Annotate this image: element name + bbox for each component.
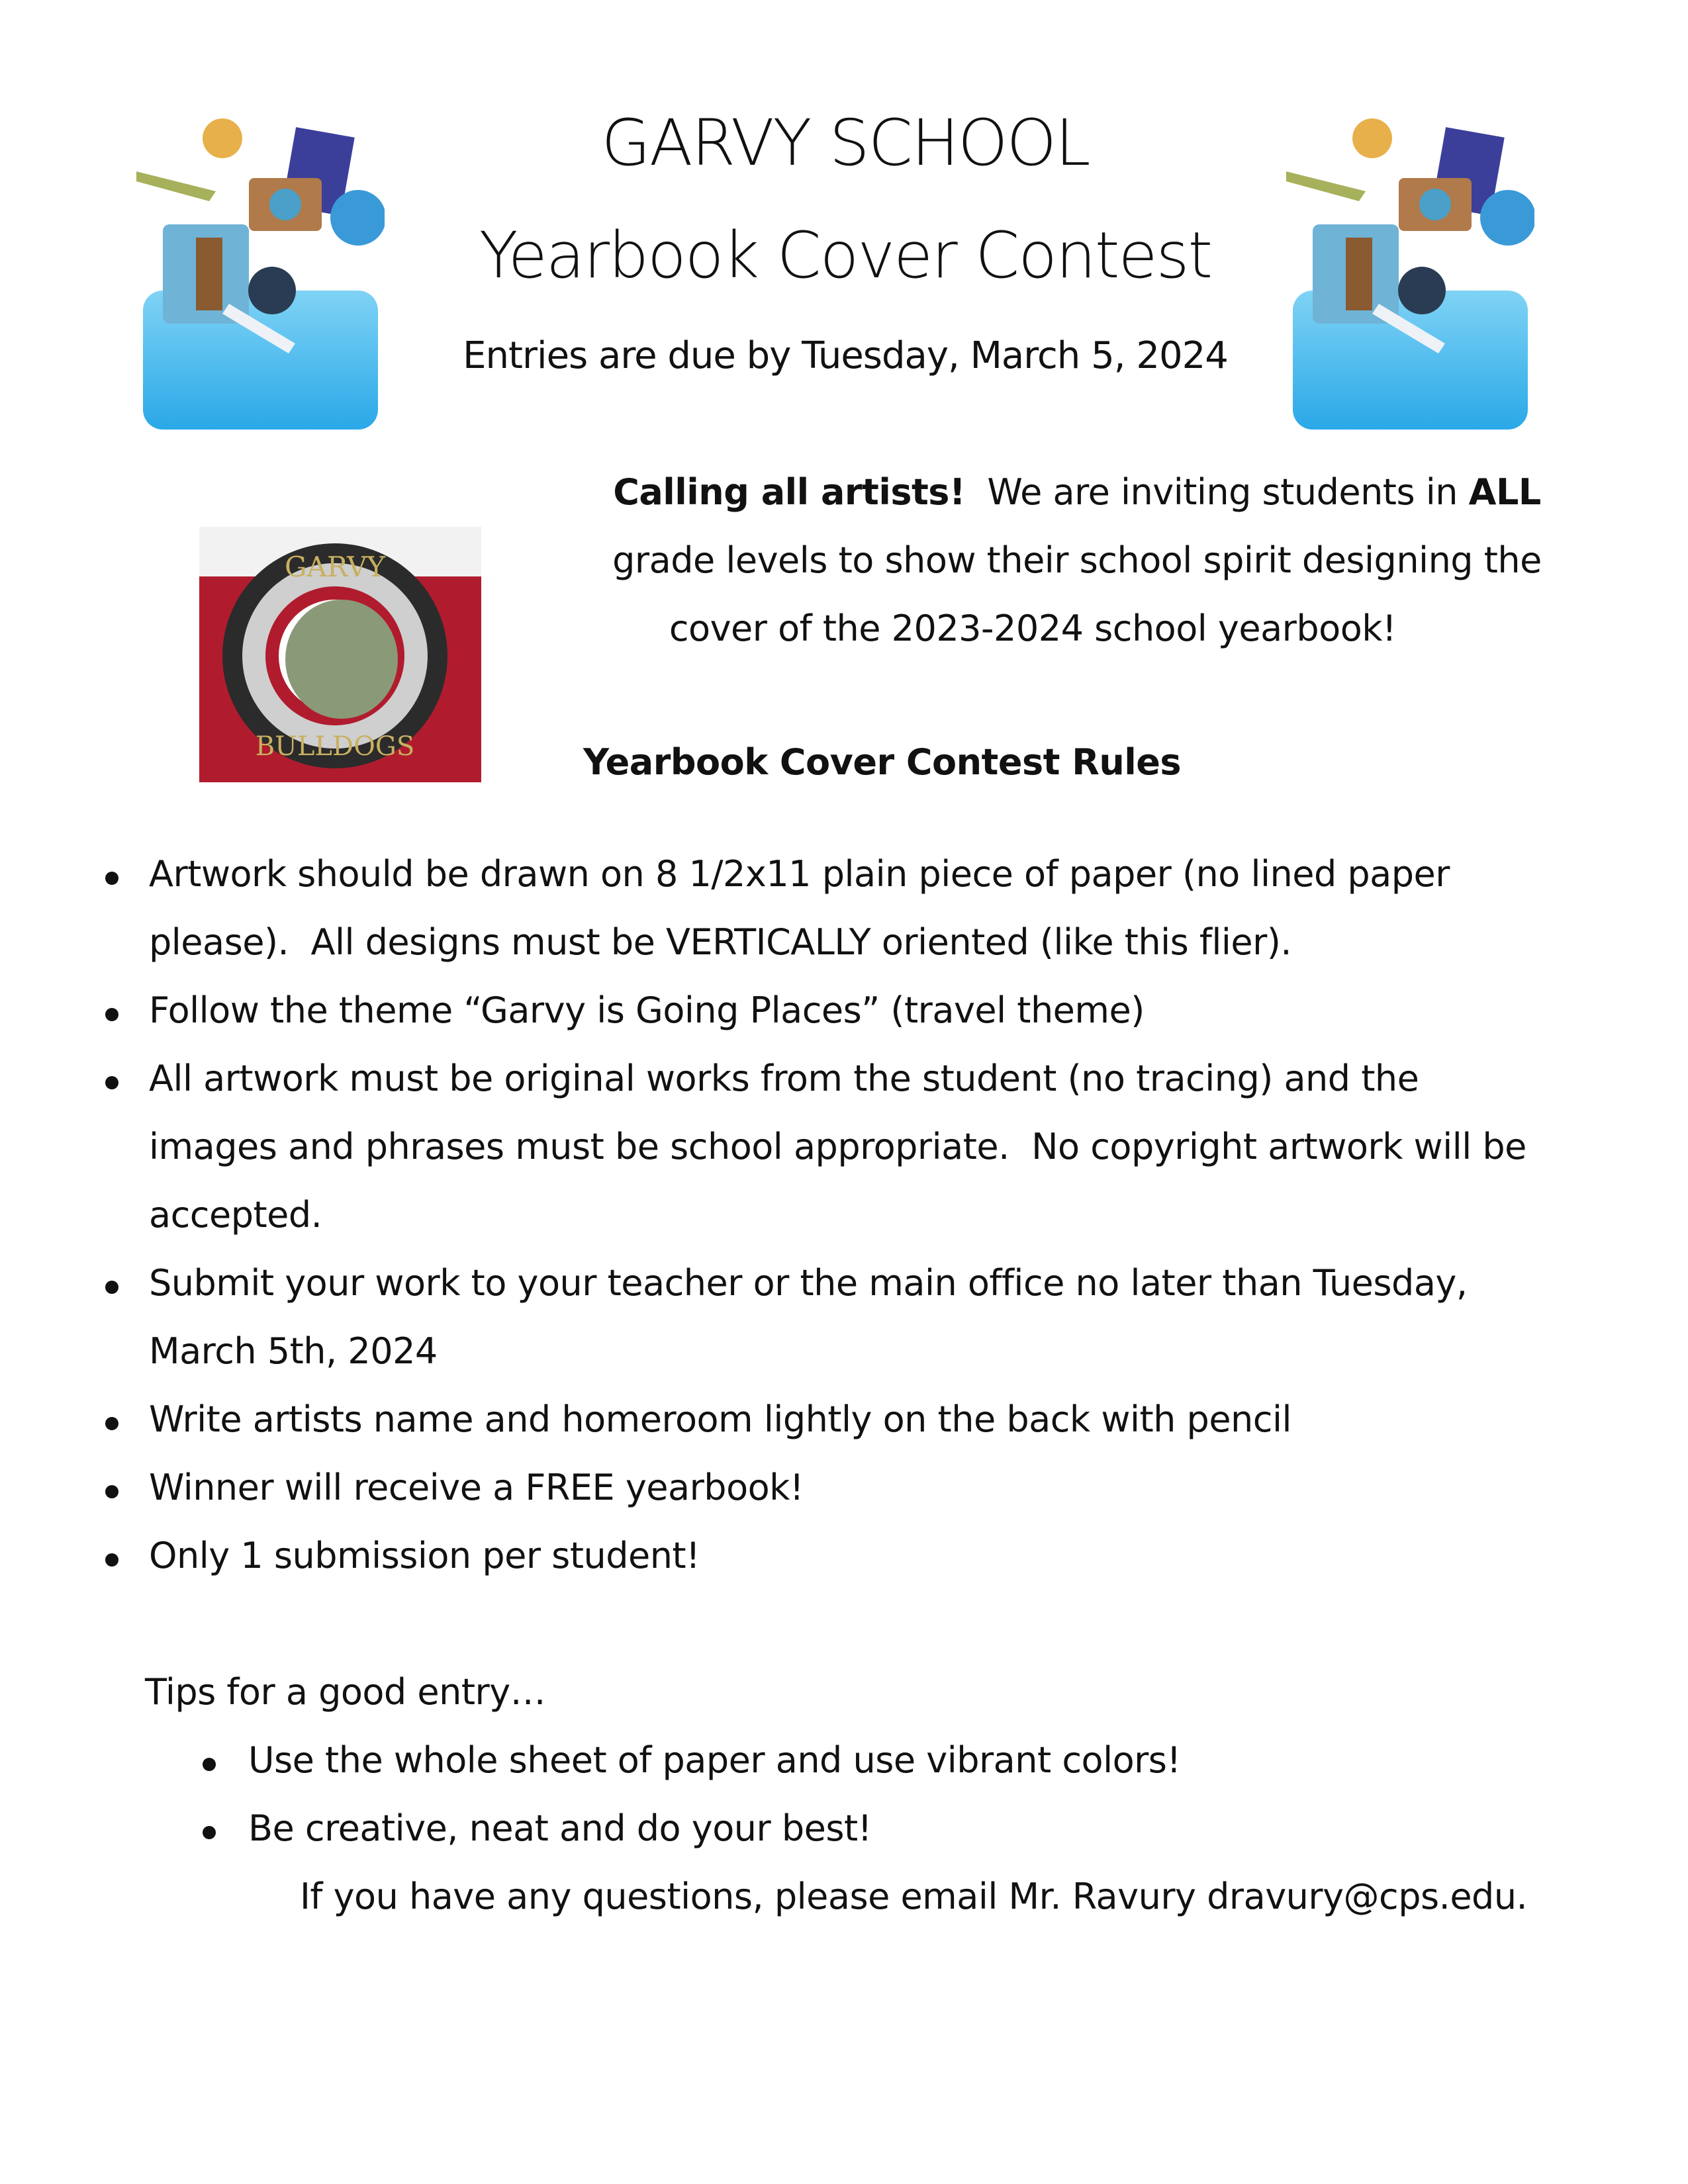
- rule-line: images and phrases must be school appropriate. No copyright artwork will be: [149, 1126, 1526, 1167]
- intro-line-1: Calling all artists! We are inviting students in ALL: [613, 471, 1541, 513]
- rule-line: Only 1 submission per student!: [149, 1535, 700, 1576]
- bullet-icon: [105, 1008, 118, 1021]
- rule-line: All artwork must be original works from the student (no tracing) and the: [149, 1058, 1419, 1099]
- bullet-icon: [203, 1758, 216, 1771]
- travel-cake-image-right: [1286, 118, 1534, 430]
- bullet-icon: [105, 1485, 118, 1498]
- bullet-icon: [105, 872, 118, 885]
- tips-heading: Tips for a good entry…: [145, 1671, 546, 1713]
- bullet-icon: [105, 1553, 118, 1567]
- bullet-icon: [105, 1076, 118, 1089]
- rule-line: accepted.: [149, 1194, 322, 1236]
- rule-line: Follow the theme “Garvy is Going Places” (travel theme): [149, 989, 1145, 1031]
- bullet-icon: [105, 1281, 118, 1294]
- intro-line-2: grade levels to show their school spirit designing the: [612, 539, 1542, 581]
- rule-line: Write artists name and homeroom lightly on the back with pencil: [149, 1398, 1291, 1440]
- rule-line: please). All designs must be VERTICALLY oriented (like this flier).: [149, 921, 1292, 963]
- due-date: Entries are due by Tuesday, March 5, 2024: [463, 334, 1228, 377]
- bullet-icon: [105, 1417, 118, 1430]
- page-title: Yearbook Cover Contest: [479, 218, 1212, 293]
- garvy-bulldogs-logo: [199, 527, 481, 782]
- svg-text:BULLDOGS: BULLDOGS: [255, 731, 415, 762]
- tip-item: Use the whole sheet of paper and use vibrant colors!: [248, 1739, 1181, 1781]
- intro-bold-lead: Calling all artists!: [613, 471, 966, 513]
- tip-item: Be creative, neat and do your best!: [248, 1807, 872, 1849]
- rule-line: Submit your work to your teacher or the main office no later than Tuesday,: [149, 1262, 1468, 1304]
- bullet-icon: [203, 1826, 216, 1839]
- rule-line: March 5th, 2024: [149, 1330, 438, 1372]
- svg-text:GARVY: GARVY: [284, 551, 386, 583]
- rule-line: Winner will receive a FREE yearbook!: [149, 1467, 804, 1508]
- intro-line-3: cover of the 2023-2024 school yearbook!: [669, 608, 1397, 649]
- contact-line: If you have any questions, please email Mr. Ravury dravury@cps.edu.: [300, 1876, 1528, 1917]
- travel-cake-image-left: [136, 118, 385, 430]
- rules-heading: Yearbook Cover Contest Rules: [583, 741, 1182, 783]
- school-name: GARVY SCHOOL: [601, 106, 1090, 180]
- rule-line: Artwork should be drawn on 8 1/2x11 plain piece of paper (no lined paper: [149, 853, 1450, 895]
